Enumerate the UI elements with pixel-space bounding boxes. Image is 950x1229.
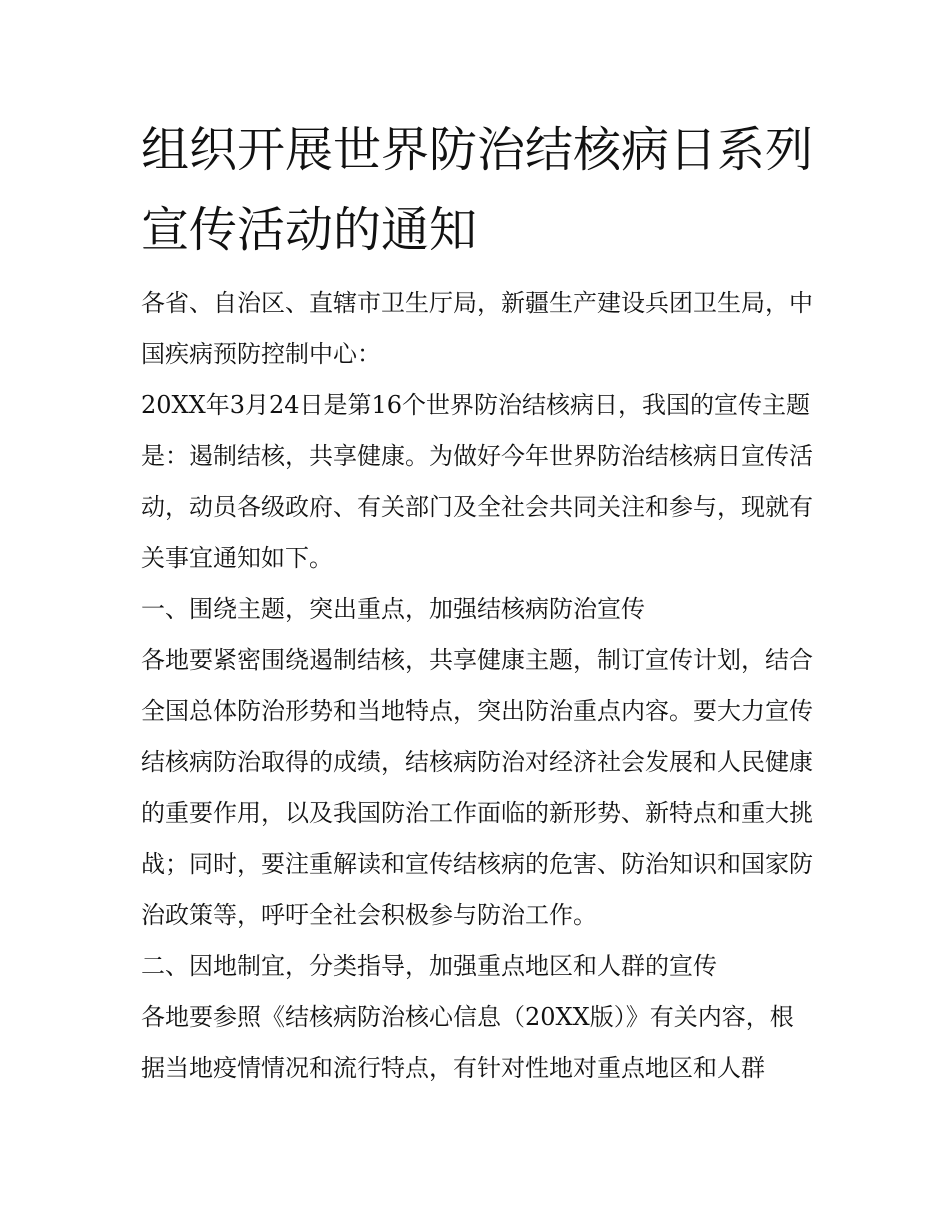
section-two-paragraph: 各地要参照《结核病防治核心信息（20XX版）》有关内容，根据当地疫情情况和流行特点，有针对性地对重点地区和人群 [141,1003,794,1082]
salutation-paragraph: 各省、自治区、直辖市卫生厅局，新疆生产建设兵团卫生局，中国疾病预防控制中心： [141,289,813,368]
section-heading-one: 一、围绕主题，突出重点，加强结核病防治宣传 [141,595,645,623]
document-title: 组织开展世界防治结核病日系列宣传活动的通知 [141,122,814,258]
intro-paragraph: 20XX年3月24日是第16个世界防治结核病日，我国的宣传主题是：遏制结核，共享健康。为做好今年世界防治结核病日宣传活动，动员各级政府、有关部门及全社会共同关注和参与，现就有关事宜通知如下。 [141,391,813,572]
section-one-paragraph: 各地要紧密围绕遏制结核，共享健康主题，制订宣传计划，结合全国总体防治形势和当地特点，突出防治重点内容。要大力宣传结核病防治取得的成绩，结核病防治对经济社会发展和人民健康的重要作用，以及我国防治工作面临的新形势、新特点和重大挑战；同时，要注重解读和宣传结核病的危害、防治知识和国家防治政策等，呼吁全社会积极参与防治工作。 [141,646,813,929]
section-heading-two: 二、因地制宜，分类指导，加强重点地区和人群的宣传 [141,952,717,980]
document-body [141,110,813,1094]
